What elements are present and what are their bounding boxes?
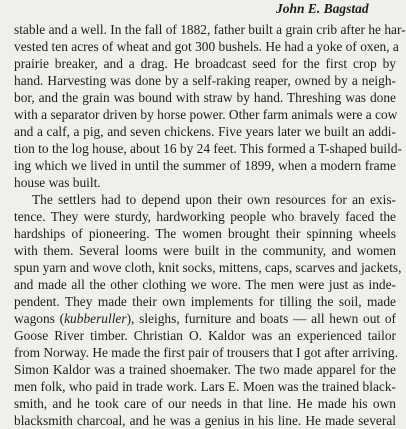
text-line: prairie breaker, and a drag. He broadcast seed for the first crop by [14,56,396,71]
text-line: tence. They were sturdy, hardworking people who bravely faced the [14,209,396,224]
text-line: house was built. [14,175,101,190]
body-text [14,21,406,429]
text-line: men folk, who paid in trade work. Lars E. Moen was the trained black- [14,379,396,394]
text-line: tion to the log house, about 16 by 24 feet. This formed a T-shaped build- [14,141,403,156]
text-line: The settlers had to depend upon their own resources for an exis- [32,192,396,207]
text-line: from Norway. He made the first pair of trousers that I got after arriving. [14,345,398,360]
text-line: bor, and the grain was bound with straw by hand. Threshing was done [14,90,396,105]
text-line: blacksmith charcoal, and he was a genius in his line. He made several [14,413,396,428]
text-line: pendent. They made their own implements for tilling the soil, made [14,294,396,309]
text-line: with a separator driven by horse power. Other farm animals were a cow [14,107,398,122]
italic-term: kubberuller [64,311,127,326]
text-line: wagons (kubberuller), sleighs, furniture and boats — all hewn out of [14,311,396,326]
text-line: vested ten acres of wheat and got 300 bushels. He had a yoke of oxen, a [14,39,399,54]
text-line: and made all the other clothing we wore. The men were just as inde- [14,277,396,292]
text-line: hardships of pioneering. The women brought their spinning wheels [14,226,396,241]
text-line: with them. Several looms were built in the community, and women [14,243,396,258]
text-line: hand. Harvesting was done by a self-raking reaper, owned by a neigh- [14,73,396,88]
text-line: Goose River timber. Christian O. Kaldor was an experienced tailor [14,328,396,343]
text-line: ing which we lived in until the summer of 1899, when a modern frame [14,158,396,173]
running-head-author: John E. Bagstad [276,1,369,16]
text-line: spun yarn and wove cloth, knit socks, mittens, caps, scarves and jackets, [14,260,402,275]
text-line: smith, and he took care of our needs in that line. He made his own [14,396,396,411]
text-line: stable and a well. In the fall of 1882, father built a grain crib after he har- [14,22,406,37]
text-line: Simon Kaldor was a trained shoemaker. The two made apparel for the [14,362,396,377]
text-line: and a calf, a pig, and seven chickens. Five years later we built an addi- [14,124,396,139]
